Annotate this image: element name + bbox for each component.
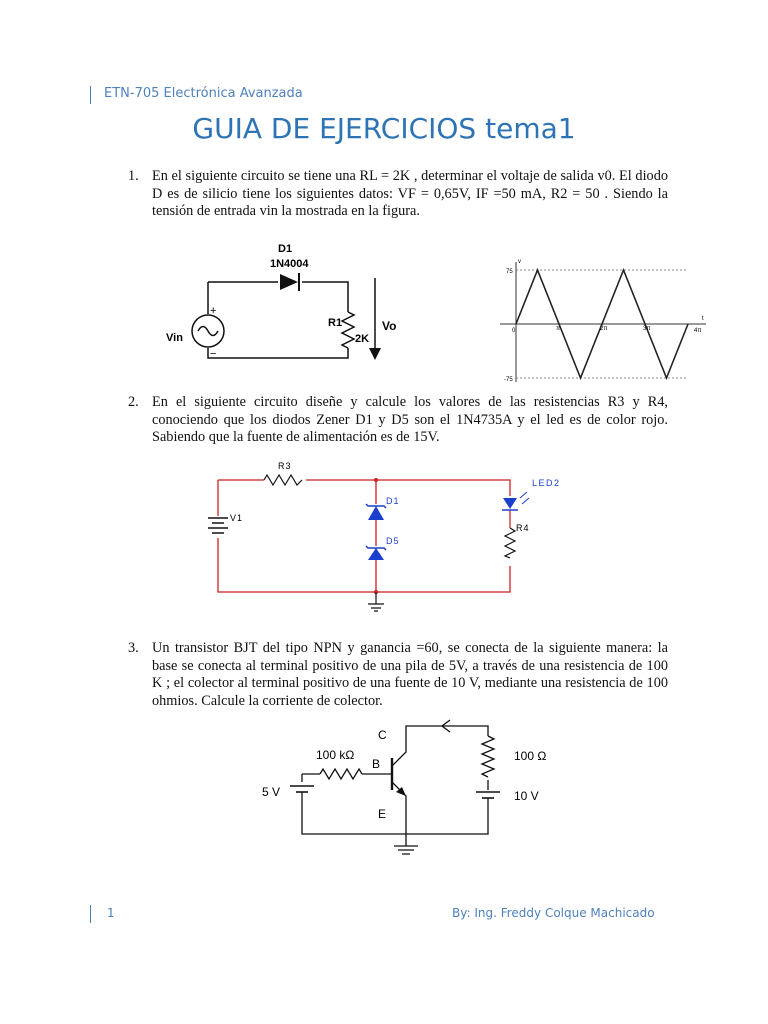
circuit-2-diagram xyxy=(198,458,578,614)
led2 xyxy=(503,498,517,509)
output-label: Vo xyxy=(382,319,397,333)
trough-label: -75 xyxy=(504,377,513,383)
zero-label: 0 xyxy=(512,328,516,334)
wire-outer xyxy=(218,480,510,592)
exercise-text: En el siguiente circuito se tiene una RL = 2K , determinar el voltaje de salida v0. El diodo D es de silicio tiene los siguientes datos: VF = 0,65V, IF =50 mA, R2 = 50 . Siendo la tensión de entrada vin la mostrada en la figura. xyxy=(152,168,668,219)
x-axis-label: t xyxy=(702,316,704,322)
ground-symbol xyxy=(394,834,418,854)
diode-part: 1N4004 xyxy=(270,258,309,270)
circuit-1-diagram xyxy=(160,236,410,370)
collector-source-label: 10 V xyxy=(514,789,539,803)
wire-collector xyxy=(392,726,488,766)
resistor-name: R1 xyxy=(328,317,343,329)
resistor-base xyxy=(320,769,362,779)
footer-author: By: Ing. Freddy Colque Machicado xyxy=(452,906,655,920)
wire-bottom xyxy=(208,348,348,358)
d5-label: D5 xyxy=(386,536,400,546)
resistor-r4 xyxy=(505,528,515,558)
v1-label: V1 xyxy=(230,513,244,523)
header-rule xyxy=(90,86,91,104)
tick-label-2pi: 2π xyxy=(600,326,608,332)
base-label: B xyxy=(372,757,381,771)
wire-top-right xyxy=(306,480,510,496)
exercise-number: 2. xyxy=(128,394,139,410)
source-label: Vin xyxy=(166,332,183,344)
diode-d1 xyxy=(280,274,298,290)
diode-name: D1 xyxy=(278,243,293,255)
exercise-3 xyxy=(128,640,668,710)
y-axis-label: v xyxy=(518,259,521,265)
minus-sign: − xyxy=(210,348,217,360)
ground-symbol xyxy=(368,592,384,611)
exercise-text: Un transistor BJT del tipo NPN y ganancia =60, se conecta de la siguiente manera: la base se conecta al terminal positivo de una pila de 5V, a través de una resistencia de 100 K ; el colector al terminal positivo de una fuente de 10 V, mediante una resistencia de 100 ohmios. Calcule la corriente de colector. xyxy=(152,640,668,709)
wire-bottom-left xyxy=(302,804,406,834)
r4-label: R4 xyxy=(516,523,530,533)
exercise-number: 3. xyxy=(128,640,139,656)
resistor-collector xyxy=(482,736,494,777)
r3-label: R3 xyxy=(278,461,292,471)
plus-sign: + xyxy=(210,305,217,317)
sine-symbol xyxy=(198,327,218,336)
tick-label-3pi: 3π xyxy=(643,326,651,332)
resistor-r1 xyxy=(342,312,354,348)
collector-resistor-label: 100 Ω xyxy=(514,749,547,763)
base-resistor-label: 100 kΩ xyxy=(316,748,355,762)
tick-label-4pi: 4π xyxy=(694,328,702,334)
input-waveform-graph xyxy=(500,254,710,388)
d1-label: D1 xyxy=(386,496,400,506)
vo-arrow-head xyxy=(369,348,381,360)
resistor-value: 2K xyxy=(355,333,370,345)
collector-label: C xyxy=(378,728,387,742)
tick-label-pi: π xyxy=(556,326,561,332)
led-light-arrows xyxy=(520,492,529,504)
emitter-label: E xyxy=(378,807,387,821)
exercise-number: 1. xyxy=(128,168,139,184)
exercise-1 xyxy=(128,168,668,221)
page-title: GUIA DE EJERCICIOS tema1 xyxy=(192,112,576,145)
zener-d5 xyxy=(368,548,384,560)
wire-top-right xyxy=(302,282,348,312)
zener-d1 xyxy=(368,506,384,520)
circuit-3-diagram xyxy=(256,712,566,862)
page-number: 1 xyxy=(107,906,115,920)
wire-emitter xyxy=(392,782,488,834)
base-source-label: 5 V xyxy=(262,785,281,799)
course-header: ETN-705 Electrónica Avanzada xyxy=(104,86,303,101)
footer-rule xyxy=(90,905,91,923)
exercise-2 xyxy=(128,394,668,447)
exercise-text: En el siguiente circuito diseñe y calcule los valores de las resistencias R3 y R4, conociendo que los diodos Zener D1 y D5 son el 1N4735A y el led es de color rojo. Sabiendo que la fuente de alimentación es de 15V. xyxy=(152,394,668,445)
led2-label: LED2 xyxy=(532,478,561,488)
resistor-r3 xyxy=(264,475,302,485)
peak-label: 75 xyxy=(506,269,513,275)
